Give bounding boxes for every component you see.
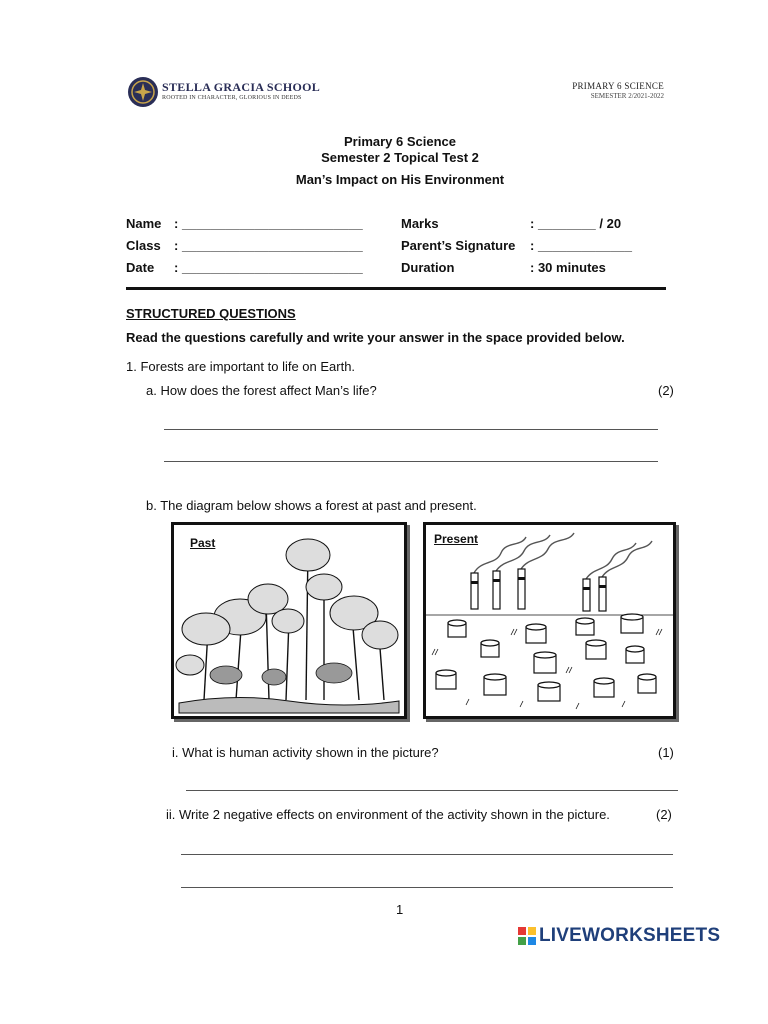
- school-name: STELLA GRACIA SCHOOL: [162, 80, 321, 94]
- duration-value: : 30 minutes: [530, 260, 606, 275]
- date-label: Date: [126, 260, 155, 275]
- marks-field[interactable]: : ________ / 20: [530, 216, 622, 231]
- answer-line[interactable]: [181, 854, 673, 855]
- page-number: 1: [396, 902, 404, 917]
- liveworksheets-logo[interactable]: [518, 925, 720, 947]
- question-1b: b. The diagram below shows a forest at past and present.: [146, 498, 477, 513]
- question-1b-i-marks: (1): [658, 745, 674, 760]
- header-subject: PRIMARY 6 SCIENCE: [572, 81, 664, 91]
- answer-line[interactable]: [186, 790, 678, 791]
- present-label: Present: [434, 532, 479, 546]
- date-field[interactable]: : _________________________: [174, 260, 363, 275]
- parent-signature-field[interactable]: : _____________: [530, 238, 632, 253]
- liveworksheets-brand: LIVEWORKSHEETS: [539, 925, 721, 946]
- title-subject: Primary 6 Science: [343, 134, 457, 149]
- past-forest-picture: [171, 522, 407, 719]
- question-1a: a. How does the forest affect Man’s life?: [146, 383, 377, 398]
- question-1b-ii-marks: (2): [656, 807, 672, 822]
- question-1b-i: i. What is human activity shown in the picture?: [172, 745, 439, 760]
- forest-illustration: [174, 525, 404, 716]
- parent-signature-label: Parent’s Signature: [401, 238, 516, 253]
- question-1a-marks: (2): [658, 383, 674, 398]
- name-label: Name: [126, 216, 162, 231]
- past-label: Past: [190, 536, 216, 550]
- present-deforested-picture: [423, 522, 676, 719]
- header-divider: [126, 287, 666, 290]
- title-test: Semester 2 Topical Test 2: [321, 150, 479, 165]
- marks-label: Marks: [401, 216, 439, 231]
- header-semester: SEMESTER 2/2021-2022: [590, 92, 664, 100]
- section-title: STRUCTURED QUESTIONS: [126, 306, 296, 321]
- liveworksheets-icon: [518, 927, 536, 945]
- class-field[interactable]: : _________________________: [174, 238, 363, 253]
- answer-line[interactable]: [181, 887, 673, 888]
- section-instruction: Read the questions carefully and write your answer in the space provided below.: [126, 330, 625, 345]
- duration-label: Duration: [401, 260, 455, 275]
- deforestation-illustration: [426, 525, 673, 716]
- answer-line[interactable]: [164, 429, 658, 430]
- question-1b-ii: ii. Write 2 negative effects on environment of the activity shown in the picture.: [166, 807, 610, 822]
- class-label: Class: [126, 238, 161, 253]
- title-topic: Man’s Impact on His Environment: [295, 172, 505, 187]
- school-logo: [127, 76, 159, 108]
- name-field[interactable]: : _________________________: [174, 216, 363, 231]
- question-1: 1. Forests are important to life on Earth.: [126, 359, 356, 374]
- answer-line[interactable]: [164, 461, 658, 462]
- header-right: [572, 81, 664, 100]
- school-motto: ROOTED IN CHARACTER, GLORIOUS IN DEEDS: [162, 95, 302, 101]
